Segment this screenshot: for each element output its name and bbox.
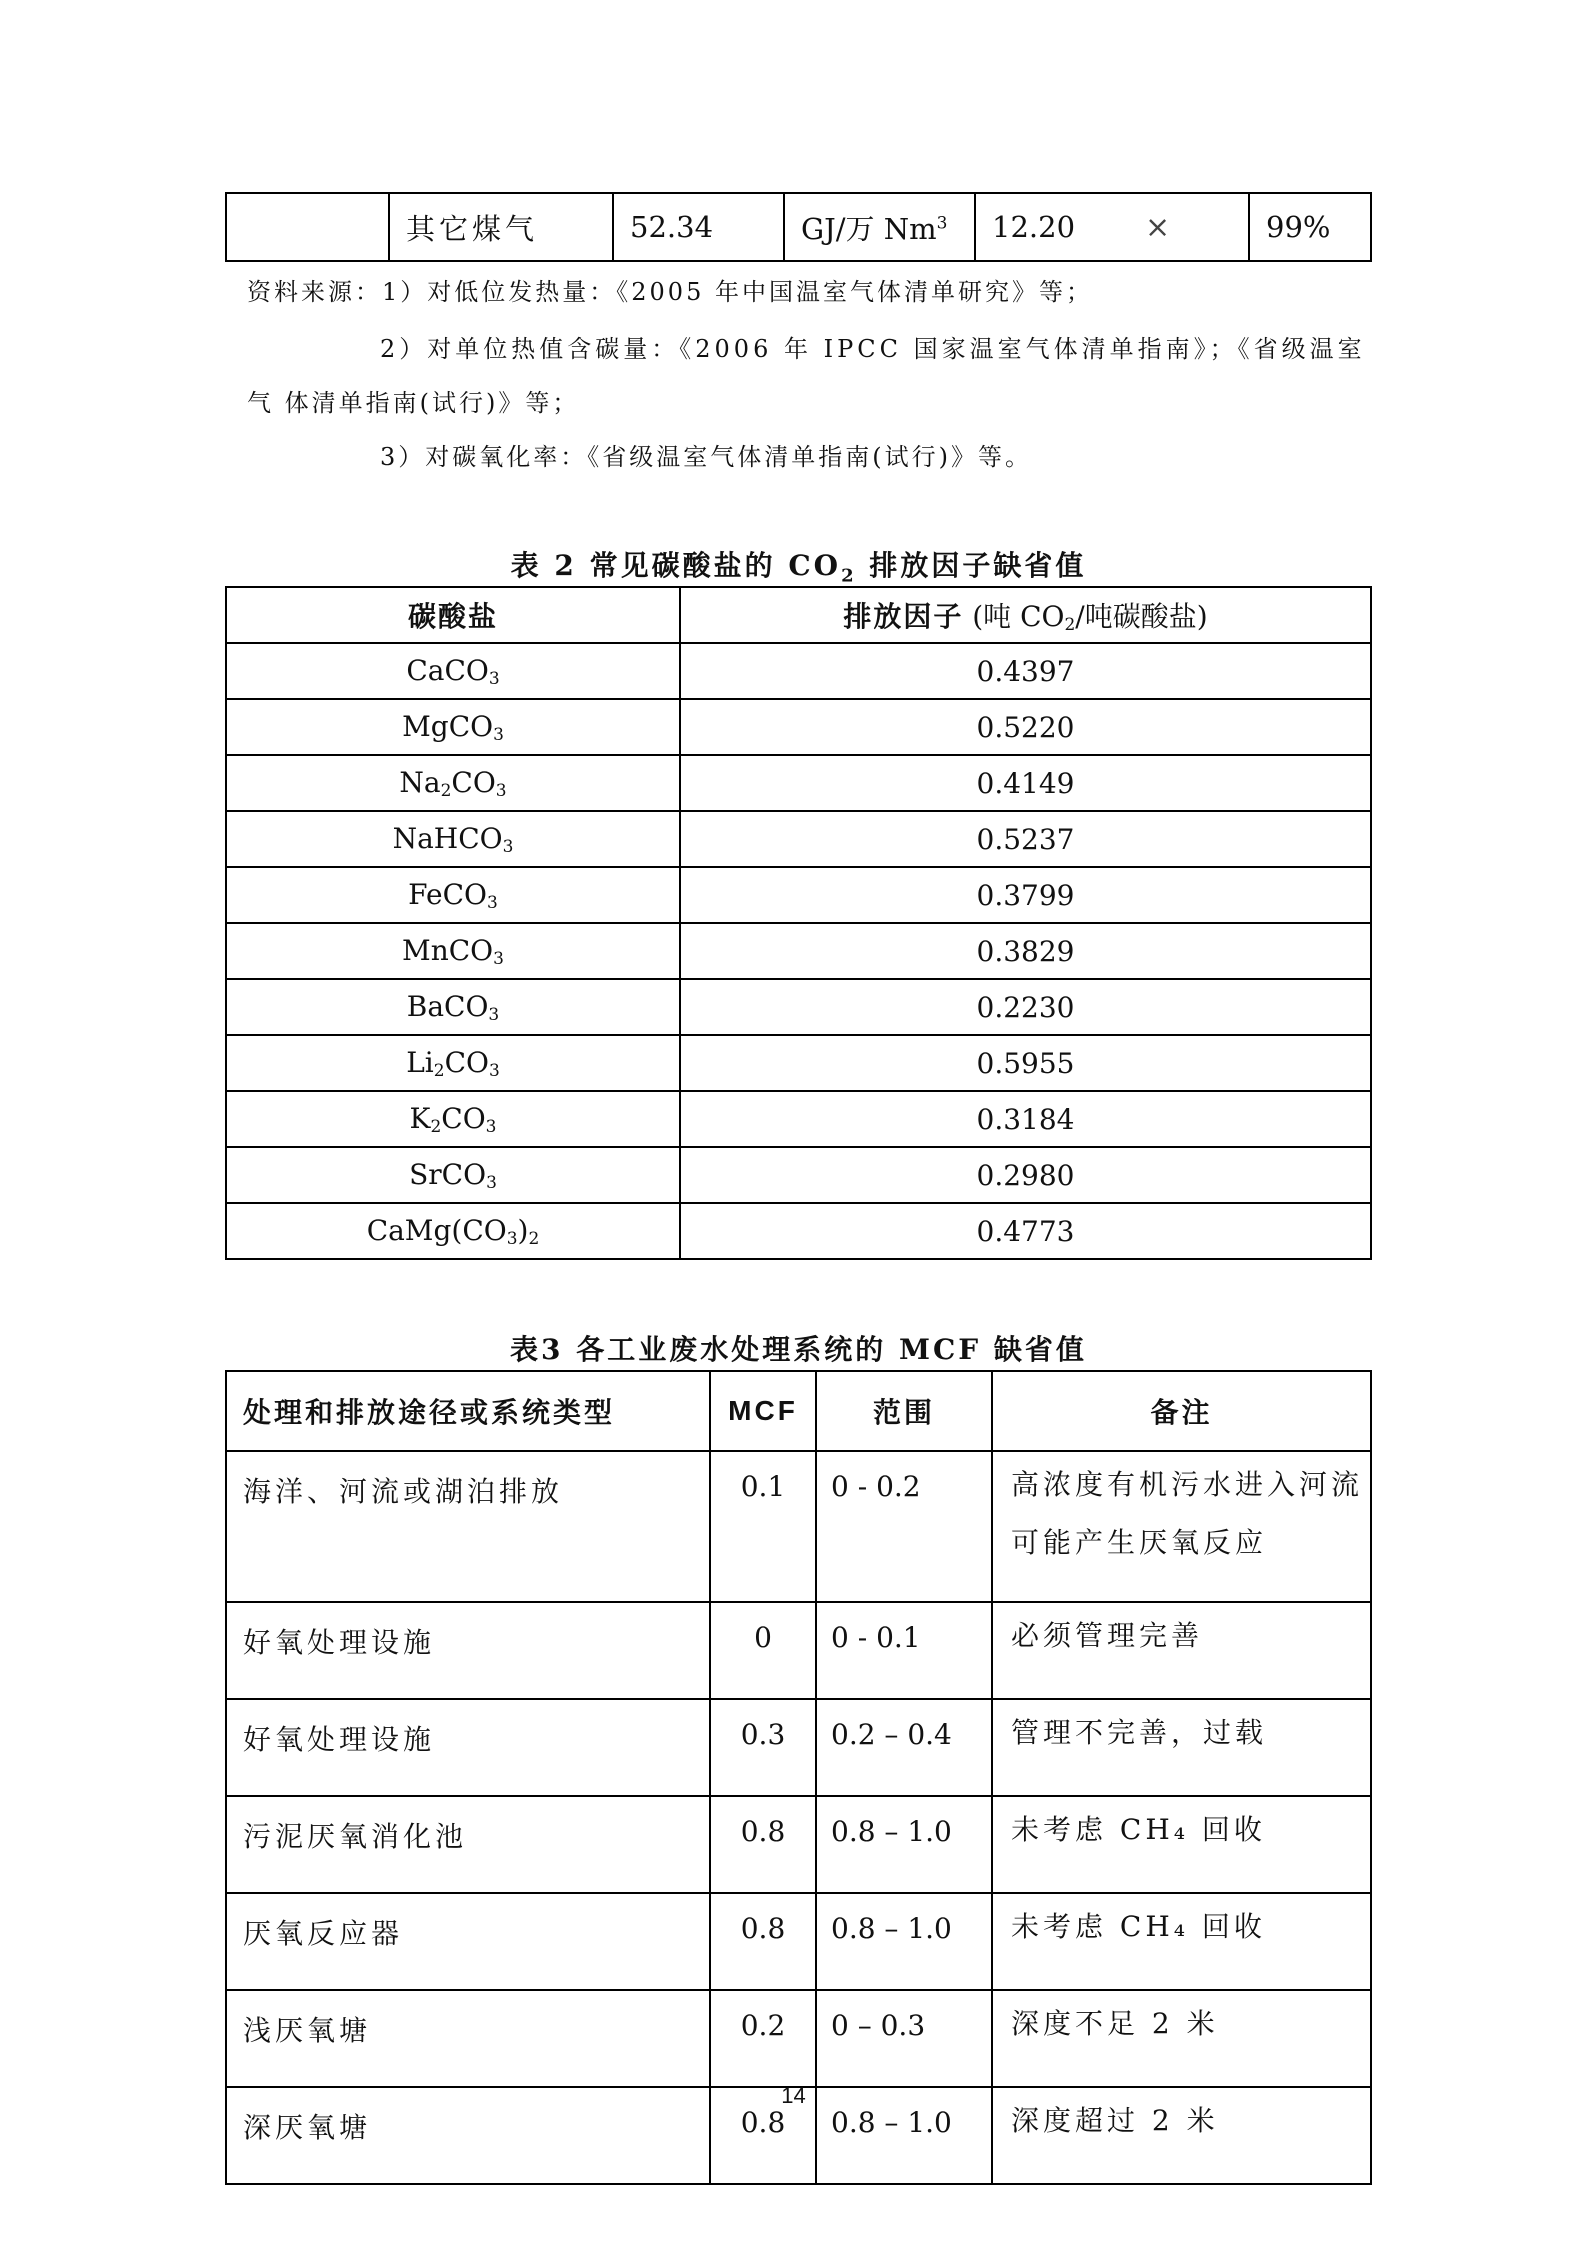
table-row [226,1203,1371,1259]
mcf-value: 0.2 [710,1990,816,2087]
table-row [226,811,1371,867]
carbon-content-cell: 12.20 × [975,193,1249,261]
table-row [226,699,1371,755]
carbonate-formula: $Li_2CO_3$ [226,1035,680,1091]
remark: 未考虑 CH₄ 回收 [992,1796,1371,1893]
emission-factor-value: 0.3184 [680,1091,1371,1147]
header-emission-factor: 排放因子 (吨 $CO_2/$吨碳酸盐) [680,587,1371,643]
category-cell [226,193,389,261]
table-row [226,1091,1371,1147]
table-row [226,193,1371,261]
table-row [226,1893,1371,1990]
emission-factor-value: 0.5955 [680,1035,1371,1091]
system-type: 浅厌氧塘 [226,1990,710,2087]
table-row [226,1699,1371,1796]
unit-cell: GJ/万 Nm$^3$ [784,193,975,261]
carbonate-table [225,586,1372,1260]
mcf-range: 0 – 0.3 [816,1990,992,2087]
mcf-range: 0 - 0.1 [816,1602,992,1699]
emission-factor-value: 0.2230 [680,979,1371,1035]
table-row [226,1147,1371,1203]
system-type: 好氧处理设施 [226,1699,710,1796]
emission-factor-value: 0.5237 [680,811,1371,867]
carbonate-formula: SrCO$_3$ [226,1147,680,1203]
mcf-range: 0.2 – 0.4 [816,1699,992,1796]
table-header-row [226,587,1371,643]
table3-caption: 表3 各工业废水处理系统的 MCF 缺省值 [510,1333,1087,1366]
header-carbonate: 碳酸盐 [226,587,680,643]
page-number: 14 [781,2083,806,2108]
remark: 高浓度有机污水进入河流 可能产生厌氧反应 [992,1451,1371,1602]
mcf-value: 0.8 [710,1796,816,1893]
carbonate-formula: $K_2CO_3$ [226,1091,680,1147]
table-row [226,923,1371,979]
mcf-table [225,1370,1372,2185]
cross-mark: × [1145,209,1171,245]
emission-factor-value: 0.3799 [680,867,1371,923]
table-row [226,1451,1371,1602]
emission-factor-value: 0.2980 [680,1147,1371,1203]
header-note: 备注 [992,1371,1371,1451]
emission-factor-value: 0.4397 [680,643,1371,699]
carbonate-formula: CaCO$_3$ [226,643,680,699]
table-row [226,643,1371,699]
carbonate-formula: $CaMg(CO_3)_2$ [226,1203,680,1259]
heat-value-cell: 52.34 [613,193,784,261]
remark: 管理不完善，过载 [992,1699,1371,1796]
carbonate-formula: FeCO$_3$ [226,867,680,923]
carbonate-formula: MgCO$_3$ [226,699,680,755]
mcf-range: 0.8 – 1.0 [816,1893,992,1990]
system-type: 海洋、河流或湖泊排放 [226,1451,710,1602]
mcf-range: 0.8 – 1.0 [816,2087,992,2184]
carbonate-formula: MnCO$_3$ [226,923,680,979]
table-header-row [226,1371,1371,1451]
source-line-2: 2）对单位热值含碳量：《2006 年 IPCC 国家温室气体清单指南》；《省级温室 [380,335,1366,363]
mcf-range: 0 - 0.2 [816,1451,992,1602]
source-line-3: 气 体清单指南(试行)》等； [247,389,580,417]
emission-factor-value: 0.4149 [680,755,1371,811]
header-type: 处理和排放途径或系统类型 [226,1371,710,1451]
system-type: 深厌氧塘 [226,2087,710,2184]
mcf-value: 0.1 [710,1451,816,1602]
table-row [226,1796,1371,1893]
mcf-value: 0.8 [710,2087,816,2184]
fuel-table-continuation [225,192,1372,262]
mcf-value: 0.8 [710,1893,816,1990]
fuel-name-cell: 其它煤气 [389,193,613,261]
source-line-1: 资料来源：1）对低位发热量：《2005 年中国温室气体清单研究》等； [247,278,1093,306]
emission-factor-value: 0.5220 [680,699,1371,755]
carbonate-formula: BaCO$_3$ [226,979,680,1035]
system-type: 好氧处理设施 [226,1602,710,1699]
oxidation-rate-cell: 99% [1249,193,1371,261]
table-row [226,1035,1371,1091]
mcf-value: 0.3 [710,1699,816,1796]
table-row [226,979,1371,1035]
remark: 未考虑 CH₄ 回收 [992,1893,1371,1990]
header-mcf: MCF [710,1371,816,1451]
table-row [226,1602,1371,1699]
mcf-range: 0.8 – 1.0 [816,1796,992,1893]
remark: 深度超过 2 米 [992,2087,1371,2184]
mcf-value: 0 [710,1602,816,1699]
system-type: 污泥厌氧消化池 [226,1796,710,1893]
source-line-4: 3）对碳氧化率：《省级温室气体清单指南(试行)》等。 [380,443,1032,471]
table-row [226,867,1371,923]
header-range: 范围 [816,1371,992,1451]
emission-factor-value: 0.4773 [680,1203,1371,1259]
carbonate-formula: $Na_2CO_3$ [226,755,680,811]
remark: 深度不足 2 米 [992,1990,1371,2087]
emission-factor-value: 0.3829 [680,923,1371,979]
table-row [226,755,1371,811]
remark: 必须管理完善 [992,1602,1371,1699]
table2-caption: 表 2 常见碳酸盐的 $CO_2$ 排放因子缺省值 [510,549,1087,587]
carbonate-formula: NaHCO$_3$ [226,811,680,867]
system-type: 厌氧反应器 [226,1893,710,1990]
table-row [226,1990,1371,2087]
